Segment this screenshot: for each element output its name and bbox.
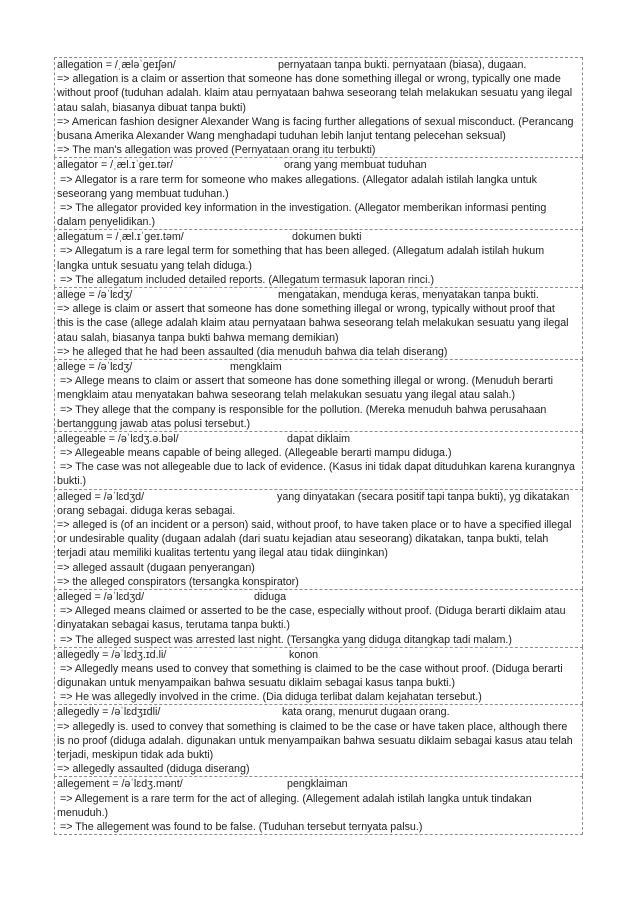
entry-text-line: => alleged is (of an incident or a person) said, without proof, to have taken place or to have a specified illegal [57, 519, 572, 531]
entry-text-line: => The alleged suspect was arrested last night. (Tersangka yang diduga ditangkap tadi malam.) [57, 633, 512, 646]
dictionary-entry [54, 359, 583, 431]
dictionary-entry [54, 776, 583, 835]
headword: allegatum = /ˌæl.ɪˈɡeɪ.təm/ [57, 231, 184, 244]
entry-text-line: atau salah, biasanya tanpa bukti bahwa memang demikian) [57, 331, 339, 344]
headword: allege = /əˈlɛdʒ/ [57, 360, 133, 373]
entry-text-line: bertanggung jawab atas polusi tersebut.) [57, 417, 251, 430]
translation-gloss: mengatakan, menduga keras, menyatakan tanpa bukti. [278, 289, 539, 301]
entry-text-line: => Allegator is a rare term for someone who makes allegations. (Allegator adalah istilah langka untuk [57, 173, 538, 186]
dictionary-entry [54, 431, 583, 489]
headword: alleged = /əˈlɛdʒd/ [57, 490, 145, 503]
entry-text-line: => Allegedly means used to convey that something is claimed to be the case without proof. (Diduga berarti [57, 662, 563, 675]
entry-text-line: mengklaim atau menyatakan bahwa seseorang telah melakukan sesuatu yang ilegal atau salah.) [57, 389, 516, 402]
translation-gloss: yang dinyatakan (secara positif tapi tanpa bukti), yg dikatakan [277, 490, 570, 503]
entry-text-line: this is the case (allege adalah klaim atau pernyataan bahwa seseorang telah melakukan sesuatu yang ilegal [57, 317, 569, 330]
entry-headword-line [57, 58, 582, 72]
translation-gloss: pengklaiman [287, 778, 348, 791]
entry-text-line: => The allegator provided key information in the investigation. (Allegator memberikan informasi penting [57, 201, 547, 214]
entry-text-line: terjadi atau memiliki kualitas tertentu yang ilegal atau tidak diinginkan) [57, 547, 388, 560]
headword: allegation = /ˌæləˈɡeɪʃən/ [57, 59, 176, 71]
translation-gloss: orang yang membuat tuduhan [284, 159, 427, 172]
dictionary-entry-list [54, 57, 583, 835]
headword: allegedly = /əˈlɛdʒ.ɪd.li/ [57, 648, 167, 661]
entry-text-line: busana Amerika Alexander Wang menghadapi tuduhan lebih lanjut tentang pelecehan seksual) [57, 129, 506, 142]
entry-text-line: without proof (tuduhan adalah. klaim atau pernyataan bahwa seseorang telah melakukan sesuatu yang ilegal [57, 87, 573, 100]
dictionary-entry [54, 57, 583, 157]
entry-text-line: => Allegeable means capable of being alleged. (Allegeable berarti mampu diduga.) [57, 447, 452, 460]
translation-gloss: konon [289, 648, 319, 661]
entry-headword-line [57, 490, 582, 504]
translation-gloss: mengklaim [230, 360, 282, 373]
entry-headword-line [57, 158, 582, 172]
dictionary-entry [54, 589, 583, 647]
translation-gloss: dapat diklaim [287, 432, 350, 445]
headword: allegement = /əˈlɛdʒ.mənt/ [57, 778, 183, 791]
entry-text-line: => The allegatum included detailed reports. (Allegatum termasuk laporan rinci.) [57, 273, 435, 286]
headword: alleged = /əˈlɛdʒd/ [57, 590, 145, 603]
entry-text-line: => the alleged conspirators (tersangka konspirator) [57, 575, 299, 588]
headword: allege = /əˈlɛdʒ/ [57, 289, 133, 301]
translation-gloss: dokumen bukti [292, 231, 362, 244]
entry-text-line: bukti.) [57, 475, 87, 488]
dictionary-entry [54, 704, 583, 776]
entry-text-line: is no proof (diduga adalah. digunakan untuk menyampaikan bahwa sesuatu diklaim sebagai kasus atau telah [57, 734, 573, 747]
entry-text-line: langka untuk sesuatu yang telah diduga.) [57, 259, 252, 272]
entry-text-line: dalam penyelidikan.) [57, 216, 156, 229]
translation-gloss: pernyataan tanpa bukti. pernyataan (biasa), dugaan. [278, 59, 527, 71]
entry-text-line: => allegedly assaulted (diduga diserang) [57, 763, 250, 776]
dictionary-entry [54, 157, 583, 229]
entry-text-line: => Allege means to claim or assert that someone has done something illegal or wrong. (Menuduh berarti [57, 375, 554, 388]
dictionary-entry [54, 647, 583, 705]
entry-text-line: => The case was not allegeable due to lack of evidence. (Kasus ini tidak dapat dituduhkan karena kurangnya [57, 461, 575, 474]
entry-text-line: => allegation is a claim or assertion that someone has done something illegal or wrong, typically one made [57, 73, 561, 86]
entry-headword-line [57, 360, 582, 374]
translation-gloss-continuation: orang sebagai. diduga keras sebagai. [57, 504, 236, 517]
entry-text-line: => allegedly is. used to convey that something is claimed to be the case or have taken place, although there [57, 720, 568, 733]
entry-text-line: => he alleged that he had been assaulted (dia menuduh bahwa dia telah diserang) [57, 345, 448, 358]
entry-text-line: menuduh.) [57, 806, 109, 819]
dictionary-entry [54, 229, 583, 287]
entry-text-line: => alleged assault (dugaan penyerangan) [57, 561, 255, 574]
entry-headword-line [57, 432, 582, 446]
entry-text-line: terjadi, meskipun tidak ada bukti) [57, 749, 214, 761]
entry-text-line: => They allege that the company is responsible for the pollution. (Mereka menuduh bahwa perusahaan [57, 403, 547, 416]
entry-text-line: atau salah, biasanya dibuat tanpa bukti) [57, 101, 246, 114]
entry-text-line: => The allegement was found to be false. (Tuduhan tersebut ternyata palsu.) [57, 820, 423, 833]
entry-text-line: => allege is claim or assert that someone has done something illegal or wrong, typically without proof that [57, 303, 555, 316]
dictionary-entry [54, 287, 583, 359]
dictionary-entry [54, 489, 583, 589]
entry-text-line: or undesirable quality (dugaan adalah (dari suatu kejadian atau seseorang) dikatakan, tanpa bukti, telah [57, 533, 549, 546]
entry-headword-line [57, 230, 582, 244]
entry-headword-line [57, 705, 582, 719]
headword: allegator = /ˌæl.ɪˈɡeɪ.tər/ [57, 159, 174, 172]
headword: allegeable = /əˈlɛdʒ.ə.bəl/ [57, 432, 179, 445]
entry-headword-line [57, 777, 582, 791]
entry-text-line: => American fashion designer Alexander Wang is facing further allegations of sexual misconduct. (Perancang [57, 115, 574, 128]
entry-text-line: seseorang yang membuat tuduhan.) [57, 187, 229, 200]
translation-gloss: kata orang, menurut dugaan orang. [282, 706, 450, 719]
headword: allegedly = /əˈlɛdʒɪdli/ [57, 706, 161, 719]
entry-text-line: => Allegatum is a rare legal term for something that has been alleged. (Allegatum adalah istilah hukum [57, 245, 545, 258]
entry-headword-line [57, 288, 582, 302]
entry-headword-line [57, 648, 582, 662]
entry-text-line: digunakan untuk menyampaikan bahwa sesuatu diklaim sebagai kasus tanpa bukti.) [57, 677, 456, 690]
translation-gloss: diduga [254, 590, 287, 603]
entry-headword-line [57, 590, 582, 604]
entry-text-line: => Alleged means claimed or asserted to be the case, especially without proof. (Diduga berarti diklaim atau [57, 605, 566, 618]
entry-text-line: dinyatakan sebagai kasus, terutama tanpa bukti.) [57, 619, 290, 632]
entry-text-line: => The man's allegation was proved (Pernyataan orang itu terbukti) [57, 144, 376, 157]
entry-text-line: => Allegement is a rare term for the act of alleging. (Allegement adalah istilah langka untuk tindakan [57, 792, 532, 805]
entry-text-line: => He was allegedly involved in the crime. (Dia diduga terlibat dalam kejahatan tersebut.) [57, 691, 482, 704]
